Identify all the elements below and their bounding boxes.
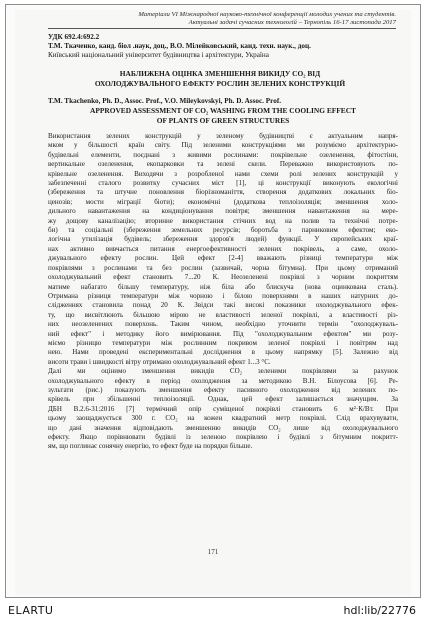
body-line: крівельне озеленення. Виходячи з розробленої нами схеми ролі зелених конструкцій у <box>48 169 398 178</box>
body-line: Далі ми оцінимо зменшення викидів CO₂ зеленими покрівлями за рахунок <box>48 367 398 376</box>
body-line: ям, що поглинає сонячну енергію, то ефект буде на порядки більше. <box>48 442 253 451</box>
body-line: дильного навантаження на кондиціонування повітря; зменшення навантаження на мере- <box>48 207 398 216</box>
repository-label: ELARTU <box>8 604 54 617</box>
affiliation-ukrainian: Київський національний університет будівництва і архітектури, Україна <box>48 51 269 59</box>
body-text <box>48 132 398 452</box>
body-line: нею. Нами проведені експериментальні дослідження в цьому напрямку [5]. Залежно від <box>48 348 398 357</box>
document-page <box>15 10 411 595</box>
body-line: охолоджувального ефекту в період охолодження за методикою В.Н. Білоусова [6]. Ре- <box>48 376 398 385</box>
authors-ukrainian: Т.М. Ткаченко, канд. біол .наук, доц., В.О. Мілейковський, канд. техн. наук., доц. <box>48 42 311 50</box>
body-line: слідженнях становила понад 20 К. Звідси такі високі показники охолоджувального ефек- <box>48 301 398 310</box>
running-header-line-2: Актуальні задачі сучасних технологій – Тернопіль 16-17 листопада 2017 <box>188 19 396 26</box>
body-line: що дані значення відповідають зменшенню викидів CO₂ лише від охолоджувального <box>48 423 398 432</box>
body-line: цьому заощаджується 300 г. CO₂ на кожен квадратний метр покрівлі. Слід врахувувати, <box>48 414 398 423</box>
body-line: зультати (рис.) показують зменшення ефекту пасивного охолодження від зелених по- <box>48 385 398 394</box>
body-line: ний ефект" і методику його вимірювання. Під "охолоджувальним ефектом" ми розу- <box>48 329 398 338</box>
running-header-line-1: Матеріали VI Міжнародної науково-технічної конференції молодих учених та студентів. <box>138 11 396 18</box>
body-line: Отримана різниця температури між чорною і білою поверхнями в наших натурних до- <box>48 291 398 300</box>
body-line: логічна утилізація будівель; збереження здоров'я людей) функції. У європейських краї- <box>48 235 398 244</box>
body-line: них неозеленених поверхонь. Таким чином, необхідно уточнити термін "охолоджуваль- <box>48 320 398 329</box>
title-english-line-1: APPROVED ASSESSMENT OF CO₂ WASHING FROM THE COOLING EFFECT <box>90 106 356 115</box>
body-line: ту, що висвітлюють більшою мірою не властивості зеленої покрівлі, а властивості різ- <box>48 310 398 319</box>
body-line: будівельні елементи, поєднані з живими рослинами: покрівельне озеленення, фітостіни, <box>48 150 398 159</box>
body-line: джувального ефекту рослин. Цей ефект [2-4] вважають різниці температури між <box>48 254 398 263</box>
body-line: нах активно вивчається питання енергоефективності зелених покрівель, а саме, охоло- <box>48 244 398 253</box>
header-rule <box>48 28 396 29</box>
title-ukrainian-line-2: ОХОЛОДЖУВАЛЬНОГО ЕФЕКТУ РОСЛИН ЗЕЛЕНИХ КОНСТРУКЦІЙ <box>94 78 346 88</box>
authors-english: T.M. Tkachenko, Ph. D., Assoc. Prof., V.O. Mileykovskyi, Ph. D. Assoc. Prof. <box>48 97 282 105</box>
title-english-line-2: OF PLANTS OF GREEN STRUCTURES <box>156 115 290 125</box>
body-line: матиме набагато більшу температуру, ніж біла або блискуча (нова оцинкована сталь). <box>48 282 398 291</box>
body-line: Використання зелених конструкцій у зеленому будівництві є актуальним напря- <box>48 132 398 140</box>
viewer-footer <box>0 602 424 620</box>
body-line: забезпеченні сталого розвитку сучасних міст [1], ці конструкції виконують екологічні <box>48 179 398 188</box>
body-line: міємо різницю температури між рослинним покривом зеленої покрівлі і повітрям над <box>48 338 398 347</box>
udk-code: УДК 692.4:692.2 <box>48 33 100 41</box>
body-line: мком у більшості країн світу. Під зеленими конструкціями ми розуміємо архітектурно- <box>48 141 398 150</box>
running-header <box>15 11 396 27</box>
page-frame <box>5 4 421 598</box>
body-line: висоти трави і швидкості вітру отримано охолоджувальний ефект 1...3 °С. <box>48 357 271 366</box>
title-ukrainian-line-1: НАБЛИЖЕНА ОЦІНКА ЗМЕНШЕННЯ ВИКИДУ CO₂ ВІД <box>119 69 321 78</box>
body-line: ДБН В.2.6-31:2016 [7] термічний опір суміщеної покрівлі становить 6 м²·К/Вт. При <box>48 404 398 413</box>
body-line: вертикальне озеленення, екопарковки та зелені скели. Переважно використовують по- <box>48 160 398 169</box>
body-line: ценозів; мости міграції біоти); економічні (додаткова теплоізоляція; зменшення холо- <box>48 197 398 206</box>
body-line: охолоджувальний ефект становить 7...20 К. Неозеленені покрівлі з чорним покриттям <box>48 273 398 282</box>
title-ukrainian <box>55 69 385 88</box>
body-line: покрівлями з рослинами та без рослин (зазвичай, чорна бітумна). При цьому отриманий <box>48 263 398 272</box>
handle-identifier: hdl:lib/22776 <box>343 604 416 617</box>
body-line: ефекту. Якщо порівнювати будівлі із зеленою покрівлею і будівлі з бітумним покритт- <box>48 433 398 441</box>
body-line: крівель при збільшенні теплоізоляції. Однак, цей ефект залишається значущим. За <box>48 395 398 404</box>
title-english <box>48 106 398 125</box>
page-number: 171 <box>207 548 219 556</box>
body-line: (збереження та штучне поновлення біорізноманіття, створення додаткових локальних біо- <box>48 188 398 197</box>
body-line: би) та соціальні (збереження земельних ресурсів; боротьба з парниковим ефектом; еко- <box>48 226 398 235</box>
body-line: жу дощову каналізацію; вторинне використання стічних вод на полив та технічні потре- <box>48 216 398 225</box>
